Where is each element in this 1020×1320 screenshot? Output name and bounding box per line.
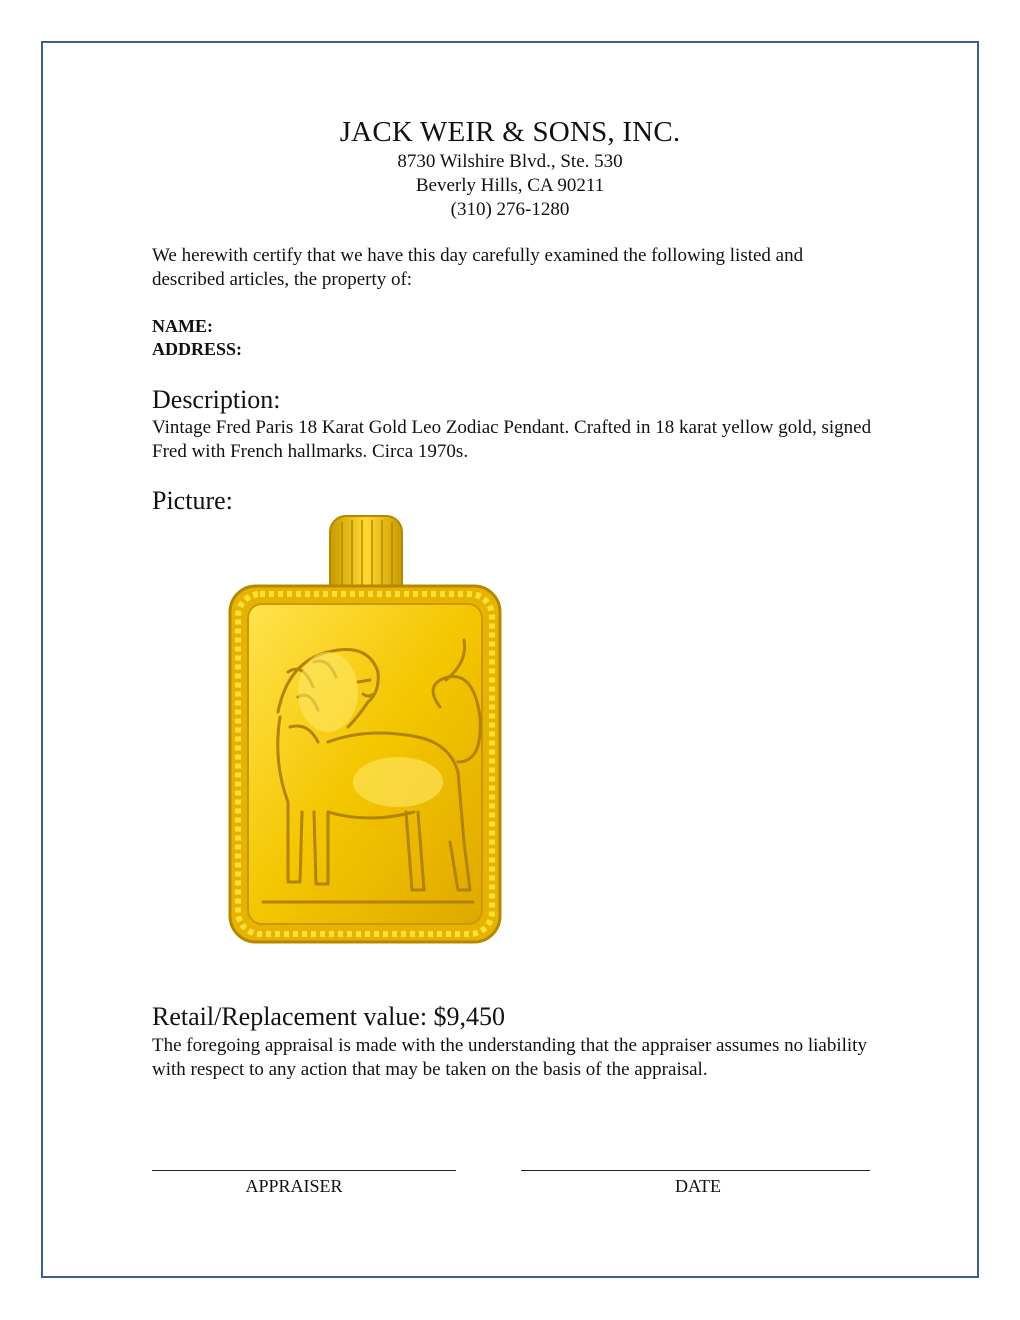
pendant-plate: [248, 604, 482, 924]
appraiser-label: APPRAISER: [245, 1176, 343, 1196]
date-signature-line: [521, 1170, 870, 1171]
appraisal-disclaimer: The foregoing appraisal is made with the understanding that the appraiser assumes no liability with respect to any action that may be taken on the basis of the appraisal.: [152, 1035, 867, 1080]
company-address-line2: Beverly Hills, CA 90211: [415, 175, 605, 196]
description-text: Vintage Fred Paris 18 Karat Gold Leo Zodiac Pendant. Crafted in 18 karat yellow gold, signed Fred with French hallmarks. Circa 1970s.: [152, 417, 872, 462]
date-label: DATE: [675, 1176, 721, 1196]
company-address-line1: 8730 Wilshire Blvd., Ste. 530: [397, 151, 623, 172]
company-name: JACK WEIR & SONS, INC.: [339, 116, 681, 148]
owner-address-label: ADDRESS:: [152, 339, 243, 359]
appraiser-signature-line: [152, 1170, 456, 1171]
picture-heading: Picture:: [152, 486, 233, 515]
certification-statement: We herewith certify that we have this day carefully examined the following listed and described articles, the property of:: [152, 245, 804, 290]
company-phone: (310) 276-1280: [450, 199, 570, 220]
valuation-heading: Retail/Replacement value: $9,450: [152, 1002, 506, 1031]
owner-name-label: NAME:: [152, 316, 213, 336]
pendant-image: [218, 512, 518, 952]
description-heading: Description:: [152, 385, 281, 414]
